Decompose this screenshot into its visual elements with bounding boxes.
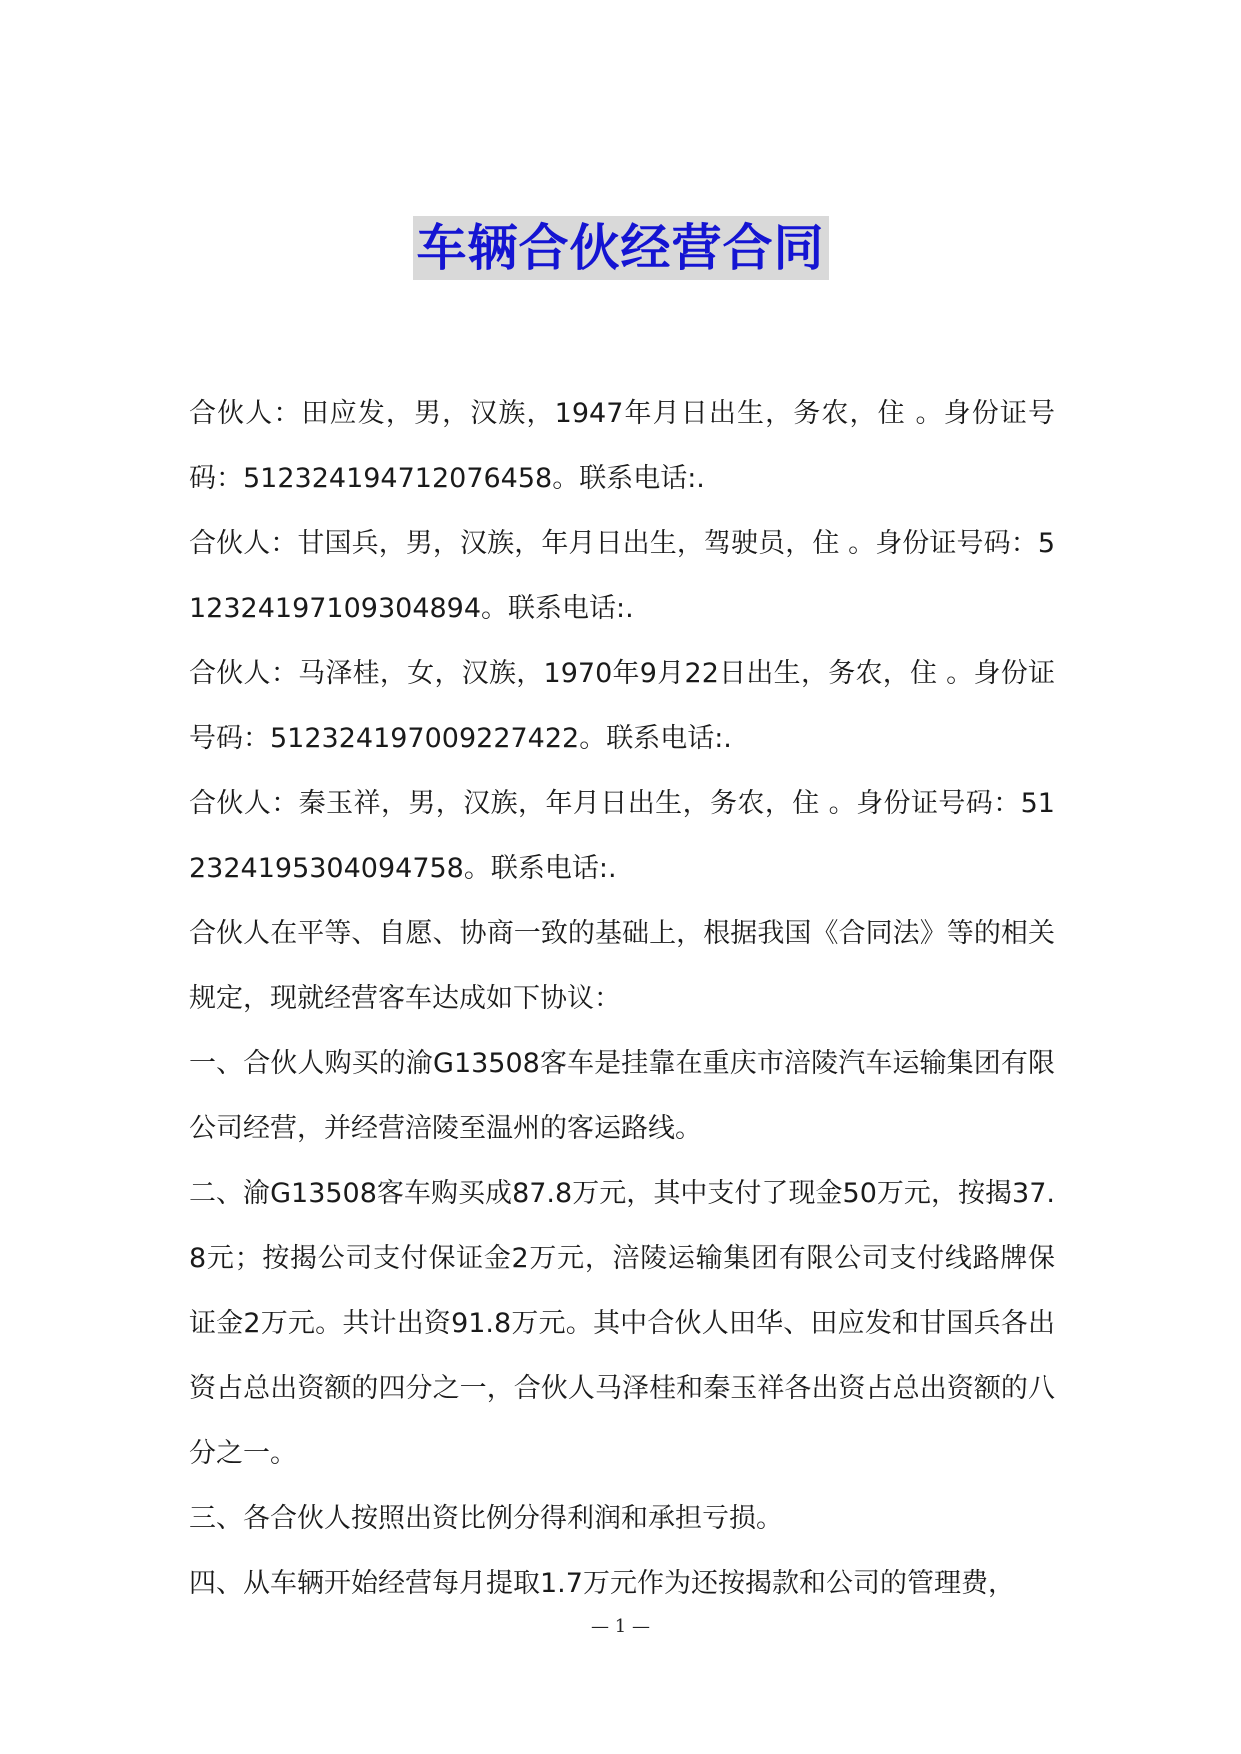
paragraph-partner-1: 合伙人：田应发，男，汉族，1947年月日出生，务农，住 。身份证号码：512324194712076458。联系电话:.: [189, 398, 1055, 494]
title-container: [0, 216, 1241, 280]
paragraph-clause-1: 一、合伙人购买的渝G13508客车是挂靠在重庆市涪陵汽车运输集团有限公司经营，并经营涪陵至温州的客运路线。: [189, 1048, 1055, 1144]
document-title: 车辆合伙经营合同: [413, 216, 829, 280]
page-number: — 1 —: [591, 1616, 650, 1637]
paragraph-clause-3: 三、各合伙人按照出资比例分得利润和承担亏损。: [189, 1503, 783, 1534]
paragraph-clause-2: 二、渝G13508客车购买成87.8万元，其中支付了现金50万元，按揭37.8元；按揭公司支付保证金2万元，涪陵运输集团有限公司支付线路牌保证金2万元。共计出资91.8万元。其中合伙人田华、田应发和甘国兵各出资占总出资额的四分之一，合伙人马泽桂和秦玉祥各出资占总出资额的八分之一。: [189, 1178, 1055, 1469]
paragraph-clause-4: 四、从车辆开始经营每月提取1.7万元作为还按揭款和公司的管理费，: [189, 1568, 1015, 1599]
paragraph-partner-4: 合伙人：秦玉祥，男，汉族，年月日出生，务农，住 。身份证号码：512324195304094758。联系电话:.: [189, 788, 1055, 884]
paragraph-partner-3: 合伙人：马泽桂，女，汉族，1970年9月22日出生，务农，住 。身份证号码：512324197009227422。联系电话:.: [189, 658, 1055, 754]
paragraph-preamble: 合伙人在平等、自愿、协商一致的基础上，根据我国《合同法》等的相关规定，现就经营客车达成如下协议：: [189, 918, 1055, 1014]
document-body: [189, 381, 1055, 1616]
paragraph-partner-2: 合伙人：甘国兵，男，汉族，年月日出生，驾驶员，住 。身份证号码：512324197109304894。联系电话:.: [189, 528, 1055, 624]
